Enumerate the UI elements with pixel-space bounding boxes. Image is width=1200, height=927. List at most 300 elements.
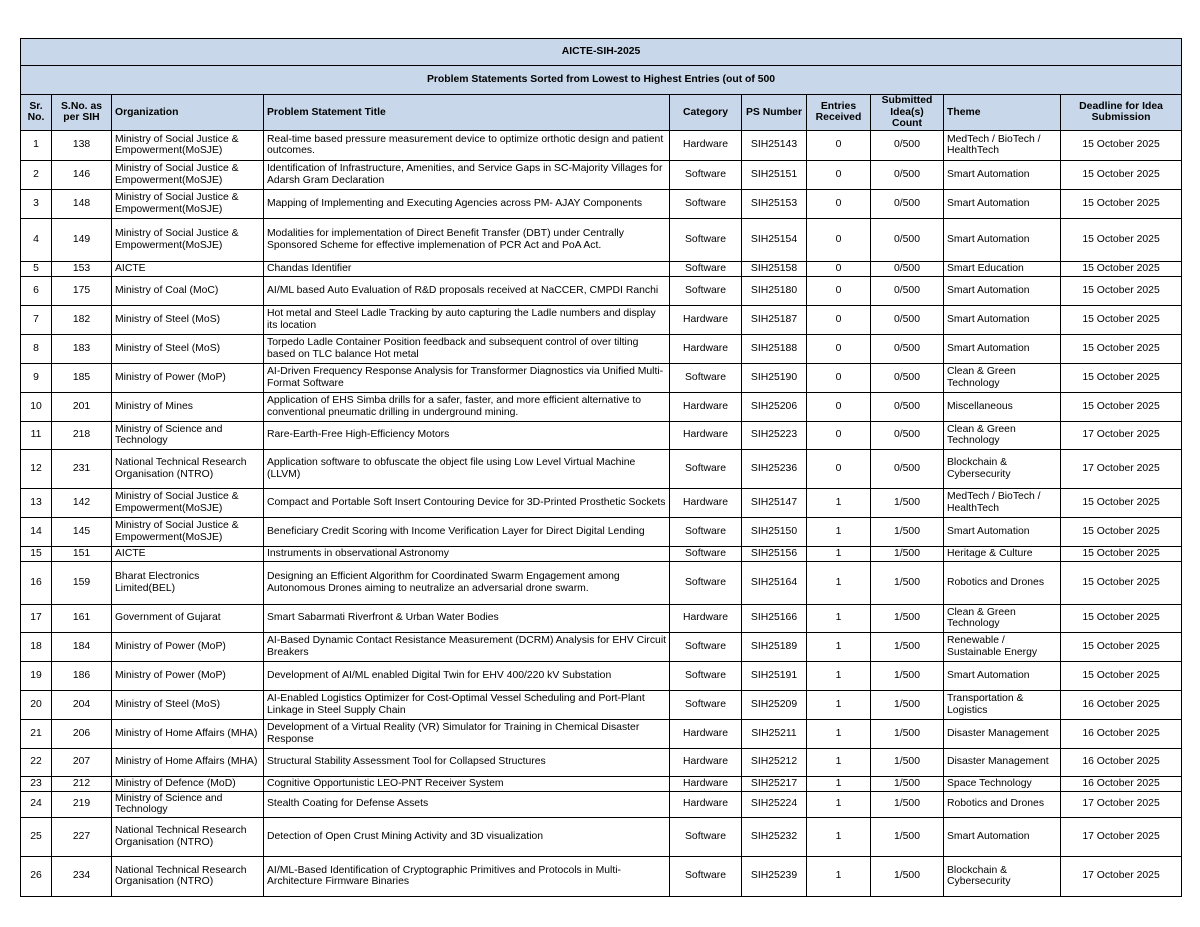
cell-category: Software [670,276,742,305]
cell-theme: Smart Automation [944,305,1061,334]
table-row [21,218,1182,261]
cell-theme: Heritage & Culture [944,546,1061,561]
table-row [21,661,1182,690]
cell-ps-title: AI-Driven Frequency Response Analysis for Transformer Diagnostics via Unified Multi-Format Software [264,363,670,392]
cell-ps-title: Designing an Efficient Algorithm for Coordinated Swarm Engagement among Autonomous Drones aiming to neutralize an adversarial drone swarm. [264,561,670,604]
cell-sno-sih: 159 [52,561,112,604]
cell-theme: Space Technology [944,776,1061,791]
cell-ps-title: Detection of Open Crust Mining Activity and 3D visualization [264,817,670,856]
cell-category: Hardware [670,334,742,363]
header-category: Category [670,95,742,131]
cell-entries: 1 [807,661,871,690]
cell-entries: 1 [807,748,871,776]
cell-organization: Ministry of Social Justice & Empowerment(MoSJE) [112,517,264,546]
cell-category: Software [670,561,742,604]
cell-theme: Smart Automation [944,160,1061,189]
cell-entries: 0 [807,160,871,189]
cell-ps-title: Real-time based pressure measurement device to optimize orthotic design and patient outcomes. [264,130,670,160]
cell-sr-no: 12 [21,449,52,488]
cell-deadline: 15 October 2025 [1061,334,1182,363]
header-ps-title: Problem Statement Title [264,95,670,131]
cell-ps-title: Mapping of Implementing and Executing Agencies across PM- AJAY Components [264,189,670,218]
cell-ps-number: SIH25239 [742,856,807,896]
cell-sr-no: 13 [21,488,52,517]
cell-organization: Ministry of Science and Technology [112,791,264,817]
cell-sno-sih: 148 [52,189,112,218]
cell-category: Software [670,261,742,276]
cell-entries: 1 [807,632,871,661]
cell-deadline: 15 October 2025 [1061,661,1182,690]
cell-sr-no: 10 [21,392,52,421]
table-row [21,261,1182,276]
cell-sno-sih: 206 [52,719,112,748]
cell-ps-number: SIH25190 [742,363,807,392]
cell-idea-count: 0/500 [871,305,944,334]
cell-deadline: 15 October 2025 [1061,546,1182,561]
cell-entries: 1 [807,604,871,632]
cell-organization: Ministry of Social Justice & Empowerment(MoSJE) [112,130,264,160]
cell-theme: Smart Automation [944,218,1061,261]
cell-ps-number: SIH25191 [742,661,807,690]
cell-sr-no: 7 [21,305,52,334]
cell-deadline: 16 October 2025 [1061,748,1182,776]
cell-category: Software [670,517,742,546]
cell-sr-no: 3 [21,189,52,218]
cell-sr-no: 6 [21,276,52,305]
table-row [21,632,1182,661]
cell-ps-number: SIH25180 [742,276,807,305]
cell-sr-no: 1 [21,130,52,160]
cell-deadline: 16 October 2025 [1061,690,1182,719]
cell-idea-count: 0/500 [871,449,944,488]
table-row [21,561,1182,604]
cell-category: Hardware [670,791,742,817]
cell-ps-title: Smart Sabarmati Riverfront & Urban Water Bodies [264,604,670,632]
cell-sr-no: 21 [21,719,52,748]
cell-idea-count: 0/500 [871,421,944,449]
cell-ps-number: SIH25232 [742,817,807,856]
cell-theme: Renewable / Sustainable Energy [944,632,1061,661]
table-body [21,130,1182,896]
cell-deadline: 15 October 2025 [1061,392,1182,421]
cell-idea-count: 1/500 [871,517,944,546]
cell-sr-no: 19 [21,661,52,690]
table-row [21,817,1182,856]
cell-ps-title: Identification of Infrastructure, Amenities, and Service Gaps in SC-Majority Villages for Adarsh Gram Declaration [264,160,670,189]
cell-deadline: 15 October 2025 [1061,363,1182,392]
cell-sno-sih: 175 [52,276,112,305]
cell-entries: 1 [807,791,871,817]
cell-theme: Blockchain & Cybersecurity [944,856,1061,896]
table-row [21,160,1182,189]
cell-sno-sih: 161 [52,604,112,632]
cell-ps-number: SIH25156 [742,546,807,561]
cell-sno-sih: 212 [52,776,112,791]
cell-ps-title: Application software to obfuscate the object file using Low Level Virtual Machine (LLVM) [264,449,670,488]
cell-category: Software [670,817,742,856]
cell-theme: MedTech / BioTech / HealthTech [944,488,1061,517]
header-deadline: Deadline for Idea Submission [1061,95,1182,131]
cell-theme: Smart Education [944,261,1061,276]
cell-sno-sih: 153 [52,261,112,276]
header-sr-no: Sr. No. [21,95,52,131]
cell-category: Software [670,661,742,690]
cell-ps-title: AI/ML based Auto Evaluation of R&D proposals received at NaCCER, CMPDI Ranchi [264,276,670,305]
cell-entries: 0 [807,305,871,334]
cell-deadline: 17 October 2025 [1061,421,1182,449]
header-organization: Organization [112,95,264,131]
cell-idea-count: 1/500 [871,546,944,561]
cell-entries: 0 [807,392,871,421]
cell-idea-count: 1/500 [871,690,944,719]
cell-sno-sih: 186 [52,661,112,690]
cell-idea-count: 1/500 [871,748,944,776]
cell-category: Hardware [670,130,742,160]
cell-sr-no: 2 [21,160,52,189]
table-row [21,690,1182,719]
cell-sr-no: 18 [21,632,52,661]
cell-category: Hardware [670,488,742,517]
cell-sr-no: 11 [21,421,52,449]
cell-deadline: 15 October 2025 [1061,261,1182,276]
header-theme: Theme [944,95,1061,131]
cell-idea-count: 1/500 [871,561,944,604]
cell-category: Software [670,449,742,488]
cell-category: Hardware [670,776,742,791]
header-ps-number: PS Number [742,95,807,131]
cell-ps-title: Rare-Earth-Free High-Efficiency Motors [264,421,670,449]
cell-entries: 0 [807,276,871,305]
cell-sno-sih: 227 [52,817,112,856]
cell-sr-no: 4 [21,218,52,261]
cell-ps-title: Application of EHS Simba drills for a safer, faster, and more efficient alternative to conventional pneumatic drilling in underground mining. [264,392,670,421]
cell-entries: 1 [807,517,871,546]
cell-ps-title: Compact and Portable Soft Insert Contouring Device for 3D-Printed Prosthetic Sockets [264,488,670,517]
cell-organization: Bharat Electronics Limited(BEL) [112,561,264,604]
cell-ps-number: SIH25223 [742,421,807,449]
cell-entries: 1 [807,776,871,791]
cell-sr-no: 5 [21,261,52,276]
table-row [21,776,1182,791]
cell-sr-no: 24 [21,791,52,817]
cell-deadline: 15 October 2025 [1061,305,1182,334]
header-idea-count: Submitted Idea(s) Count [871,95,944,131]
cell-ps-title: Beneficiary Credit Scoring with Income Verification Layer for Direct Digital Lending [264,517,670,546]
cell-category: Software [670,632,742,661]
cell-theme: Clean & Green Technology [944,421,1061,449]
cell-deadline: 15 October 2025 [1061,218,1182,261]
cell-organization: Ministry of Social Justice & Empowerment(MoSJE) [112,218,264,261]
cell-category: Hardware [670,421,742,449]
cell-ps-number: SIH25150 [742,517,807,546]
cell-sno-sih: 219 [52,791,112,817]
cell-category: Software [670,160,742,189]
cell-deadline: 15 October 2025 [1061,189,1182,218]
cell-idea-count: 1/500 [871,632,944,661]
cell-idea-count: 1/500 [871,791,944,817]
cell-ps-number: SIH25209 [742,690,807,719]
table-row [21,488,1182,517]
cell-idea-count: 1/500 [871,817,944,856]
header-entries: Entries Received [807,95,871,131]
cell-entries: 0 [807,449,871,488]
cell-deadline: 17 October 2025 [1061,791,1182,817]
cell-ps-number: SIH25158 [742,261,807,276]
cell-theme: MedTech / BioTech / HealthTech [944,130,1061,160]
cell-entries: 1 [807,690,871,719]
cell-ps-title: Development of a Virtual Reality (VR) Simulator for Training in Chemical Disaster Response [264,719,670,748]
cell-ps-title: Modalities for implementation of Direct Benefit Transfer (DBT) under Centrally Sponsored Scheme for effective implemenation of PCR Act and PoA Act. [264,218,670,261]
cell-ps-title: Chandas Identifier [264,261,670,276]
cell-category: Hardware [670,392,742,421]
cell-theme: Disaster Management [944,719,1061,748]
cell-theme: Smart Automation [944,189,1061,218]
cell-ps-number: SIH25143 [742,130,807,160]
cell-deadline: 15 October 2025 [1061,160,1182,189]
cell-idea-count: 0/500 [871,130,944,160]
cell-organization: Ministry of Social Justice & Empowerment(MoSJE) [112,160,264,189]
table-row [21,546,1182,561]
cell-entries: 1 [807,561,871,604]
cell-entries: 1 [807,856,871,896]
cell-category: Hardware [670,748,742,776]
cell-sr-no: 9 [21,363,52,392]
cell-sr-no: 15 [21,546,52,561]
table-row [21,421,1182,449]
cell-sno-sih: 234 [52,856,112,896]
cell-sno-sih: 138 [52,130,112,160]
cell-ps-title: AI/ML-Based Identification of Cryptographic Primitives and Protocols in Multi-Architecture Firmware Binaries [264,856,670,896]
cell-ps-title: AI-Based Dynamic Contact Resistance Measurement (DCRM) Analysis for EHV Circuit Breakers [264,632,670,661]
cell-theme: Miscellaneous [944,392,1061,421]
cell-idea-count: 1/500 [871,488,944,517]
cell-entries: 0 [807,334,871,363]
cell-idea-count: 0/500 [871,363,944,392]
cell-deadline: 16 October 2025 [1061,776,1182,791]
cell-entries: 0 [807,218,871,261]
cell-ps-title: AI-Enabled Logistics Optimizer for Cost-Optimal Vessel Scheduling and Port-Plant Linkage in Steel Supply Chain [264,690,670,719]
cell-idea-count: 1/500 [871,776,944,791]
cell-deadline: 15 October 2025 [1061,276,1182,305]
cell-organization: Ministry of Defence (MoD) [112,776,264,791]
cell-organization: Ministry of Science and Technology [112,421,264,449]
cell-organization: Ministry of Coal (MoC) [112,276,264,305]
cell-ps-title: Structural Stability Assessment Tool for Collapsed Structures [264,748,670,776]
cell-organization: Ministry of Social Justice & Empowerment(MoSJE) [112,189,264,218]
cell-theme: Transportation & Logistics [944,690,1061,719]
cell-sno-sih: 146 [52,160,112,189]
cell-sno-sih: 204 [52,690,112,719]
cell-ps-number: SIH25212 [742,748,807,776]
cell-idea-count: 0/500 [871,261,944,276]
cell-sno-sih: 149 [52,218,112,261]
cell-entries: 0 [807,261,871,276]
table-row [21,856,1182,896]
cell-theme: Smart Automation [944,334,1061,363]
cell-sno-sih: 145 [52,517,112,546]
table-row [21,130,1182,160]
cell-sno-sih: 142 [52,488,112,517]
cell-sno-sih: 184 [52,632,112,661]
cell-category: Hardware [670,604,742,632]
cell-theme: Smart Automation [944,276,1061,305]
cell-organization: Ministry of Steel (MoS) [112,305,264,334]
cell-organization: Ministry of Power (MoP) [112,363,264,392]
cell-category: Hardware [670,305,742,334]
cell-ps-number: SIH25217 [742,776,807,791]
cell-theme: Blockchain & Cybersecurity [944,449,1061,488]
cell-theme: Disaster Management [944,748,1061,776]
cell-theme: Robotics and Drones [944,561,1061,604]
cell-entries: 1 [807,719,871,748]
cell-theme: Robotics and Drones [944,791,1061,817]
cell-ps-number: SIH25164 [742,561,807,604]
cell-category: Software [670,189,742,218]
cell-ps-title: Cognitive Opportunistic LEO-PNT Receiver System [264,776,670,791]
cell-ps-number: SIH25153 [742,189,807,218]
cell-ps-title: Development of AI/ML enabled Digital Twin for EHV 400/220 kV Substation [264,661,670,690]
table-row [21,305,1182,334]
cell-organization: National Technical Research Organisation (NTRO) [112,449,264,488]
cell-entries: 1 [807,817,871,856]
cell-idea-count: 0/500 [871,189,944,218]
cell-idea-count: 0/500 [871,392,944,421]
cell-sr-no: 26 [21,856,52,896]
cell-organization: Ministry of Power (MoP) [112,661,264,690]
cell-organization: Ministry of Power (MoP) [112,632,264,661]
table-row [21,392,1182,421]
cell-entries: 0 [807,189,871,218]
table-row [21,189,1182,218]
cell-organization: Ministry of Steel (MoS) [112,334,264,363]
cell-entries: 0 [807,421,871,449]
cell-sr-no: 16 [21,561,52,604]
cell-sr-no: 23 [21,776,52,791]
cell-theme: Smart Automation [944,517,1061,546]
cell-sno-sih: 183 [52,334,112,363]
cell-deadline: 15 October 2025 [1061,632,1182,661]
cell-sr-no: 20 [21,690,52,719]
cell-sno-sih: 201 [52,392,112,421]
cell-sno-sih: 151 [52,546,112,561]
sheet-title: AICTE-SIH-2025 [21,39,1182,66]
cell-ps-number: SIH25154 [742,218,807,261]
cell-organization: National Technical Research Organisation (NTRO) [112,817,264,856]
cell-ps-number: SIH25206 [742,392,807,421]
table-row [21,719,1182,748]
table-row [21,363,1182,392]
cell-organization: Ministry of Social Justice & Empowerment(MoSJE) [112,488,264,517]
cell-idea-count: 0/500 [871,218,944,261]
cell-category: Software [670,856,742,896]
cell-deadline: 17 October 2025 [1061,817,1182,856]
cell-ps-number: SIH25211 [742,719,807,748]
cell-category: Hardware [670,719,742,748]
cell-entries: 0 [807,363,871,392]
cell-deadline: 17 October 2025 [1061,856,1182,896]
header-sno-sih: S.No. as per SIH [52,95,112,131]
cell-sr-no: 22 [21,748,52,776]
cell-theme: Clean & Green Technology [944,604,1061,632]
cell-ps-title: Hot metal and Steel Ladle Tracking by auto capturing the Ladle numbers and display its location [264,305,670,334]
cell-sno-sih: 207 [52,748,112,776]
cell-idea-count: 0/500 [871,276,944,305]
cell-organization: AICTE [112,261,264,276]
cell-entries: 1 [807,546,871,561]
cell-organization: National Technical Research Organisation (NTRO) [112,856,264,896]
cell-category: Software [670,690,742,719]
cell-ps-title: Instruments in observational Astronomy [264,546,670,561]
cell-organization: Government of Gujarat [112,604,264,632]
cell-sno-sih: 218 [52,421,112,449]
cell-sr-no: 17 [21,604,52,632]
cell-entries: 1 [807,488,871,517]
cell-ps-number: SIH25188 [742,334,807,363]
cell-deadline: 15 October 2025 [1061,604,1182,632]
cell-ps-number: SIH25166 [742,604,807,632]
cell-ps-title: Torpedo Ladle Container Position feedback and subsequent control of over tilting based on TLC balance Hot metal [264,334,670,363]
cell-sr-no: 14 [21,517,52,546]
cell-organization: Ministry of Home Affairs (MHA) [112,719,264,748]
cell-ps-number: SIH25236 [742,449,807,488]
table-row [21,604,1182,632]
cell-category: Software [670,363,742,392]
cell-sno-sih: 231 [52,449,112,488]
cell-idea-count: 0/500 [871,334,944,363]
cell-ps-number: SIH25151 [742,160,807,189]
table-row [21,791,1182,817]
cell-theme: Smart Automation [944,817,1061,856]
table-row [21,276,1182,305]
table-row [21,517,1182,546]
cell-idea-count: 1/500 [871,604,944,632]
cell-entries: 0 [807,130,871,160]
column-header-row [21,95,1182,131]
cell-deadline: 17 October 2025 [1061,449,1182,488]
cell-idea-count: 1/500 [871,856,944,896]
cell-idea-count: 1/500 [871,719,944,748]
table-row [21,449,1182,488]
cell-ps-number: SIH25147 [742,488,807,517]
cell-deadline: 15 October 2025 [1061,130,1182,160]
cell-organization: Ministry of Steel (MoS) [112,690,264,719]
cell-ps-number: SIH25189 [742,632,807,661]
cell-ps-number: SIH25224 [742,791,807,817]
cell-sno-sih: 185 [52,363,112,392]
cell-sr-no: 25 [21,817,52,856]
cell-deadline: 15 October 2025 [1061,488,1182,517]
table-row [21,334,1182,363]
cell-sno-sih: 182 [52,305,112,334]
cell-organization: Ministry of Mines [112,392,264,421]
cell-sr-no: 8 [21,334,52,363]
cell-ps-title: Stealth Coating for Defense Assets [264,791,670,817]
cell-deadline: 15 October 2025 [1061,561,1182,604]
cell-idea-count: 1/500 [871,661,944,690]
cell-category: Software [670,546,742,561]
cell-deadline: 16 October 2025 [1061,719,1182,748]
cell-deadline: 15 October 2025 [1061,517,1182,546]
cell-category: Software [670,218,742,261]
cell-ps-number: SIH25187 [742,305,807,334]
cell-idea-count: 0/500 [871,160,944,189]
cell-theme: Smart Automation [944,661,1061,690]
problem-statements-table [20,38,1182,897]
cell-theme: Clean & Green Technology [944,363,1061,392]
sheet-subtitle: Problem Statements Sorted from Lowest to Highest Entries (out of 500 [21,66,1182,95]
table-row [21,748,1182,776]
cell-organization: AICTE [112,546,264,561]
